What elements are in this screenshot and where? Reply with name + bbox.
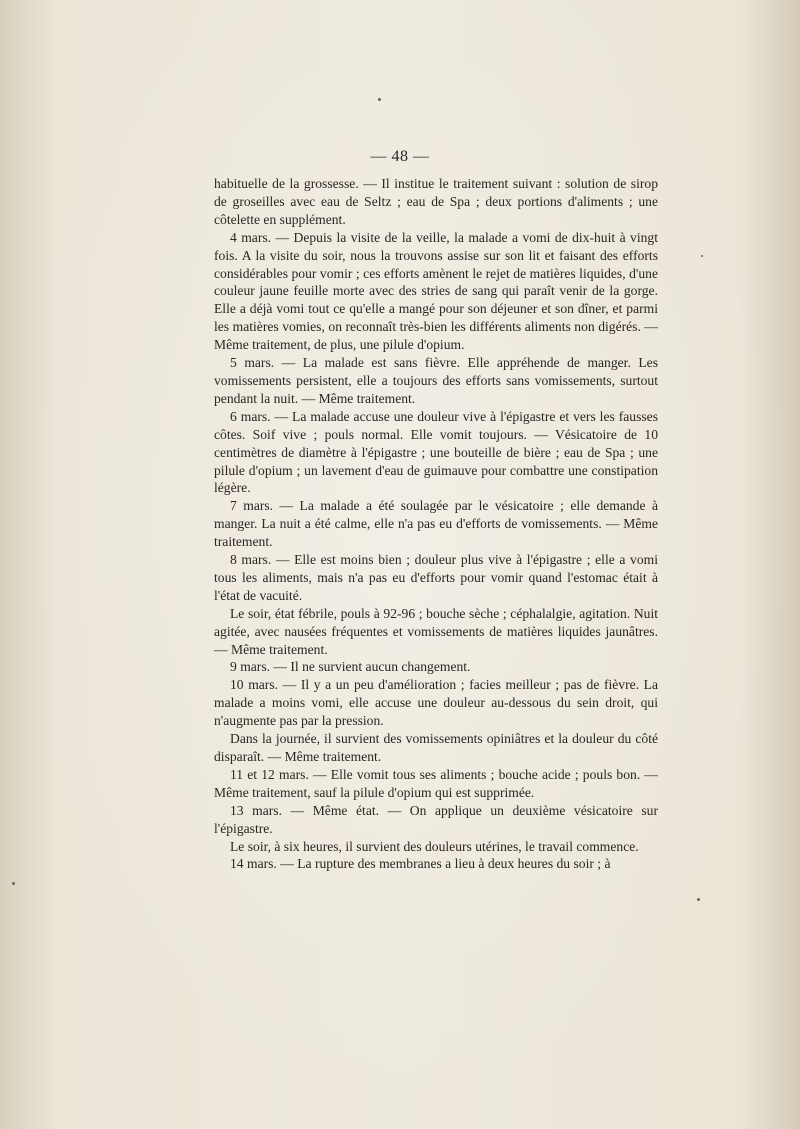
paragraph-11: 11 et 12 mars. — Elle vomit tous ses aliments ; bouche acide ; pouls bon. — Même traitement, sauf la pilule d'opium qui est supprimée. (214, 766, 658, 800)
paper-spot (701, 255, 703, 257)
paragraph-3: 5 mars. — La malade est sans fièvre. Elle appréhende de manger. Les vomissements persistent, elle a toujours des efforts sans vomissements, surtout pendant la nuit. — Même traitement. (214, 355, 658, 406)
paragraph-2: 4 mars. — Depuis la visite de la veille, la malade a vomi de dix-huit à vingt fois. A la visite du soir, nous la trouvons assise sur son lit et faisant des efforts considérables pour vomir ; ces efforts amènent le rejet de matières liquides, d'une couleur jaune feuille morte avec des stries de sang qui paraît venir de la gorge. Elle a déjà vomi tout ce qu'elle a mangé pour son déjeuner et son dîner, et parmi les matières vomies, on reconnaît très-bien les différents aliments non digérés. — Même traitement, de plus, une pilule d'opium. (214, 229, 658, 353)
paragraph-4: 6 mars. — La malade accuse une douleur vive à l'épigastre et vers les fausses côtes. Soif vive ; pouls normal. Elle vomit toujours. — Vésicatoire de 10 centimètres de diamètre à l'épigastre ; une bouteille de bière ; eau de Spa ; une pilule d'opium ; un lavement d'eau de guimauve pour combattre une constipation légère. (214, 408, 658, 496)
paragraph-10: Dans la journée, il survient des vomissements opiniâtres et la douleur du côté disparaît. — Même traitement. (214, 731, 658, 764)
paragraph-1: habituelle de la grossesse. — Il institue le traitement suivant : solution de sirop de groseilles avec eau de Seltz ; eau de Spa ; deux portions d'aliments ; une côtelette en supplément. (214, 176, 658, 227)
paragraph-6: 8 mars. — Elle est moins bien ; douleur plus vive à l'épigastre ; elle a vomi tous les aliments, mais n'a pas eu d'efforts pour vomir quand l'estomac était à l'état de vacuité. (214, 552, 658, 603)
paragraph-7: Le soir, état fébrile, pouls à 92-96 ; bouche sèche ; céphalalgie, agitation. Nuit agitée, avec nausées fréquentes et vomissements de matières liquides jaunâtres. — Même traitement. (214, 605, 658, 657)
paragraph-13: Le soir, à six heures, il survient des douleurs utérines, le travail commence. (230, 838, 639, 854)
body-text (214, 175, 658, 873)
page-number: — 48 — (370, 148, 430, 165)
paragraph-5: 7 mars. — La malade a été soulagée par le vésicatoire ; elle demande à manger. La nuit a été calme, elle n'a pas eu d'efforts de vomissements. — Même traitement. (214, 498, 658, 550)
paragraph-9: 10 mars. — Il y a un peu d'amélioration ; facies meilleur ; pas de fièvre. La malade a moins vomi, elle accuse une douleur au-dessous du sein droit, qui n'augmente pas par la pression. (214, 677, 658, 729)
paper-spot (697, 898, 700, 901)
paragraph-12: 13 mars. — Même état. — On applique un deuxième vésicatoire sur l'épigastre. (214, 802, 658, 836)
paper-spot (378, 98, 381, 101)
paper-spot (12, 882, 15, 885)
paragraph-14: 14 mars. — La rupture des membranes a lieu à deux heures du soir ; à (230, 856, 611, 872)
paragraph-8: 9 mars. — Il ne survient aucun changement. (230, 659, 471, 675)
